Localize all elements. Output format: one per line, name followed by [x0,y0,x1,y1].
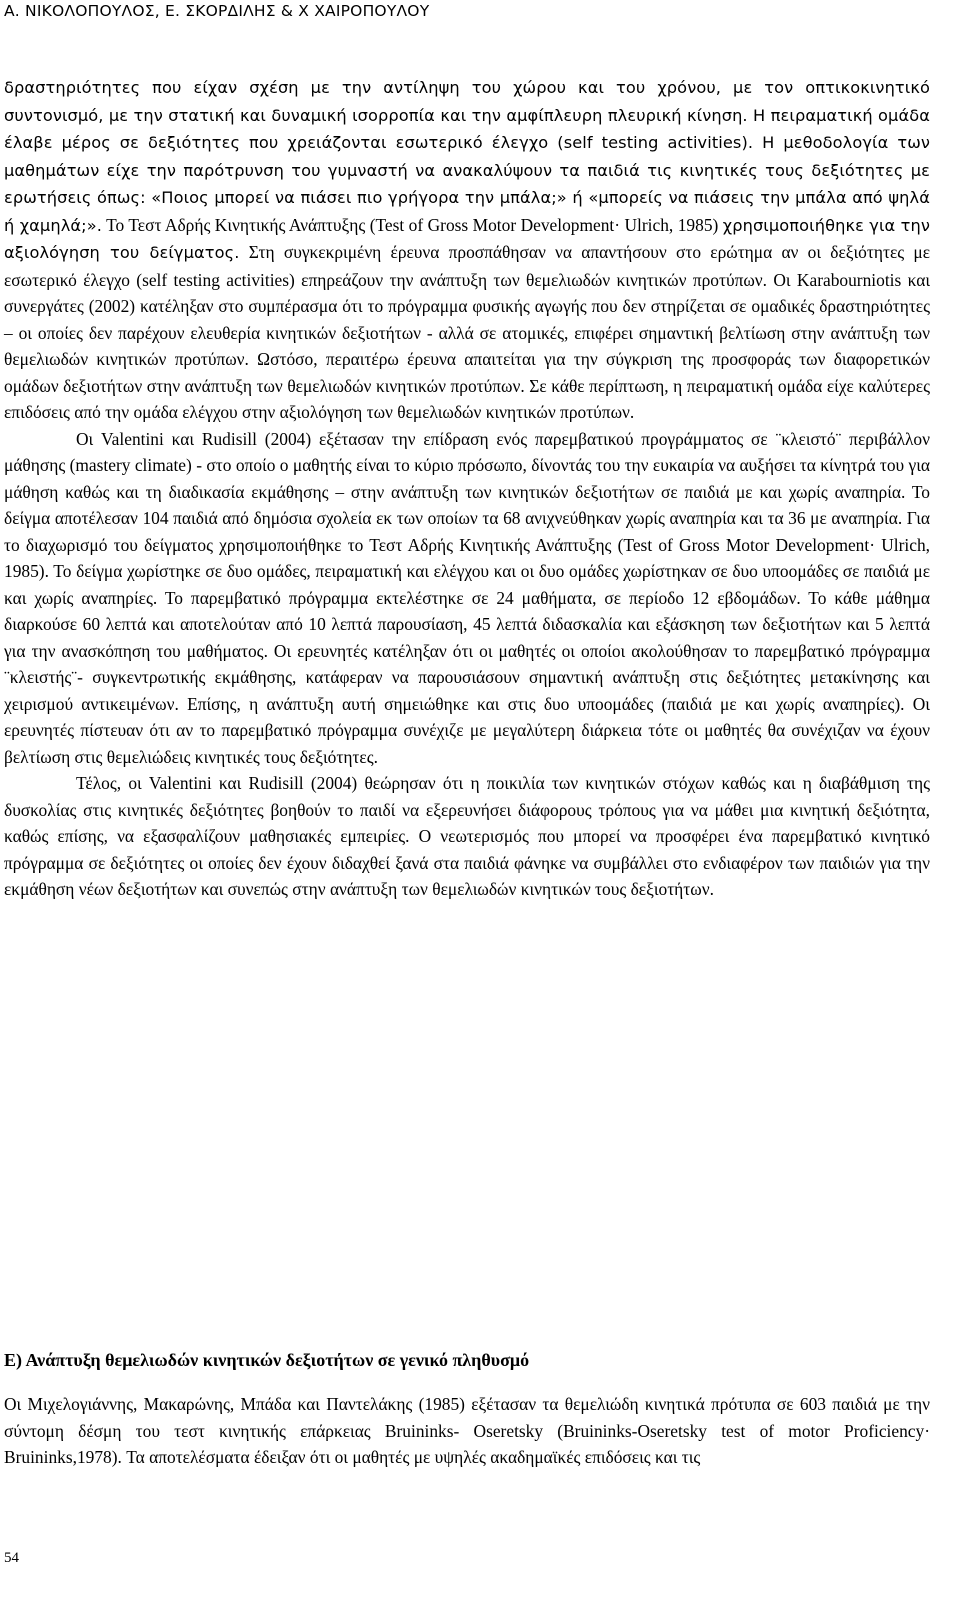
paragraph-1-part-c: χρησιμοποιήθηκε για την αξιολόγηση του δείγματος. [4,215,931,262]
section-body [4,1391,930,1471]
paragraph-1-part-a: δραστηριότητες που είχαν σχέση με την αντίληψη του χώρου και του χρόνου, με τον οπτικοκινητικό συντονισμό, με την στατική και δυναμική ισορροπία και την αμφίπλευρη πλευρική κίνηση. Η πειραματική ομάδα έλαβε μέρος σε δεξιότητες που χρειάζονται εσωτερικό έλεγχο (self testing activities). Η μεθοδολογία των μαθημάτων είχε την παρότρυνση του γυμναστή να ανακαλύψουν τα παιδιά τις κινητικές τους δεξιότητες με ερωτήσεις όπως: «Ποιος μπορεί να πιάσει πιο γρήγορα την μπάλα;» ή «μπορείς να πιάσεις την μπάλα από ψηλά ή χαμηλά;». [4,78,930,235]
paragraph-3: Τέλος, οι Valentini και Rudisill (2004) θεώρησαν ότι η ποικιλία των κινητικών στόχων καθώς και η διαβάθμιση της δυσκολίας στις κινητικές δεξιότητες βοηθούν το παιδί να εξερευνήσει διάφορους τρόπους για να μάθει μια κινητική δεξιότητα, καθώς επίσης, να εξασφαλίζουν μαθησιακές εμπειρίες. Ο νεωτερισμός που μπορεί να προσφέρει ένα παρεμβατικό κινητικό πρόγραμμα σε δεξιότητες οι οποίες δεν έχουν διδαχθεί ξανά στα παιδιά φάνηκε να συμβάλλει στο ενδιαφέρον των παιδιών για την εκμάθηση νέων δεξιοτήτων και συνεπώς στην ανάπτυξη των θεμελιωδών κινητικών τους δεξιοτήτων. [4,773,930,899]
paragraph-1-part-d: Στη συγκεκριμένη έρευνα προσπάθησαν να απαντήσουν στο ερώτημα αν οι δεξιότητες με εσωτερικό έλεγχο (self testing activities) επηρεάζουν την ανάπτυξη των θεμελιωδών κινητικών προτύπων. Οι Karabourniotis και συνεργάτες (2002) κατέληξαν στο συμπέρασμα ότι το πρόγραμμα φυσικής αγωγής που δεν στηρίζεται σε ομαδικές δραστηριότητες – οι οποίες δεν παρέχουν ελευθερία κινητικών δεξιοτήτων - αλλά σε ατομικές, επιφέρει σημαντική βελτίωση στην ανάπτυξη των θεμελιωδών κινητικών προτύπων. Ωστόσο, περαιτέρω έρευνα απαιτείται για την σύγκριση της προσφοράς των διαφορετικών ομάδων δεξιοτήτων στην ανάπτυξη των θεμελιωδών κινητικών προτύπων. Σε κάθε περίπτωση, η πειραματική ομάδα είχε καλύτερες επιδόσεις από την ομάδα ελέγχου στην αξιολόγηση των θεμελιωδών κινητικών προτύπων. [4,242,931,422]
section-heading: Ε) Ανάπτυξη θεμελιωδών κινητικών δεξιοτήτων σε γενικό πληθυσμό [4,1350,530,1370]
paragraph-2: Οι Valentini και Rudisill (2004) εξέτασαν την επίδραση ενός παρεμβατικού προγράμματος σε ¨κλειστό¨ περιβάλλον μάθησης (mastery climate) - στο οποίο ο μαθητής είναι το κύριο πρόσωπο, δίνοντάς του την ευκαιρία να αυξήσει τα κίνητρά του για μάθηση καθώς και τη διαδικασία εκμάθησης – στην ανάπτυξη των κινητικών δεξιοτήτων σε παιδιά με και χωρίς αναπηρία. Το δείγμα αποτέλεσαν 104 παιδιά από δημόσια σχολεία εκ των οποίων τα 68 ανιχνεύθηκαν χωρίς αναπηρία και τα 36 με αναπηρία. Για το διαχωρισμό του δείγματος χρησιμοποιήθηκε το Τεστ Αδρής Κινητικής Ανάπτυξης (Test of Gross Motor Development· Ulrich, 1985). Το δείγμα χωρίστηκε σε δυο ομάδες, πειραματική και ελέγχου και οι δυο ομάδες χωρίστηκαν σε δυο υποομάδες σε παιδιά με και χωρίς αναπηρίες. Το παρεμβατικό πρόγραμμα εκτελέστηκε σε 24 μαθήματα, σε περίοδο 12 εβδομάδων. Το κάθε μάθημα διαρκούσε 60 λεπτά και αποτελούταν από 10 λεπτά παρουσίαση, 45 λεπτά διδασκαλία και εξάσκηση των δεξιοτήτων και 5 λεπτά για την ανασκόπηση του μαθήματος. Οι ερευνητές κατέληξαν ότι οι μαθητές οι οποίοι ακολούθησαν το παρεμβατικό πρόγραμμα ¨κλειστής¨- συγκεντρωτικής εκμάθησης, κατάφεραν να παρουσιάσουν σημαντική ανάπτυξη στις δεξιότητες μετακίνησης και χειρισμού αντικειμένων. Επίσης, η ανάπτυξη αυτή σημειώθηκε και στις δυο υποομάδες (παιδιά με και χωρίς αναπηρίες). Οι ερευνητές πίστευαν ότι αν το παρεμβατικό πρόγραμμα συνέχιζε με μεγαλύτερη διάρκεια τότε οι μαθητές θα συνέχιζαν να έχουν βελτίωση στις θεμελιώδεις κινητικές τους δεξιότητες. [4,428,930,767]
body-text [4,74,930,903]
paragraph-1-part-b: Το Τεστ Αδρής Κινητικής Ανάπτυξης (Test of Gross Motor Development· Ulrich, 1985) [101,214,723,235]
page-number: 54 [4,1550,19,1566]
running-header: Α. ΝΙΚΟΛΟΠΟΥΛΟΣ, Ε. ΣΚΟΡΔΙΛΗΣ & Χ ΧΑΙΡΟΠΟΥΛΟΥ [4,2,430,20]
section-paragraph-1: Οι Μιχελογιάννης, Μακαρώνης, Μπάδα και Παντελάκης (1985) εξέτασαν τα θεμελιώδη κινητικά πρότυπα σε 603 παιδιά με την σύντομη δέσμη του τεστ κινητικής επάρκειας Bruininks- Oseretsky (Bruininks-Oseretsky test of motor Proficiency· Bruininks,1978). Τα αποτελέσματα έδειξαν ότι οι μαθητές με υψηλές ακαδημαϊκές επιδόσεις και τις [4,1394,930,1467]
paragraph-1 [4,74,930,426]
